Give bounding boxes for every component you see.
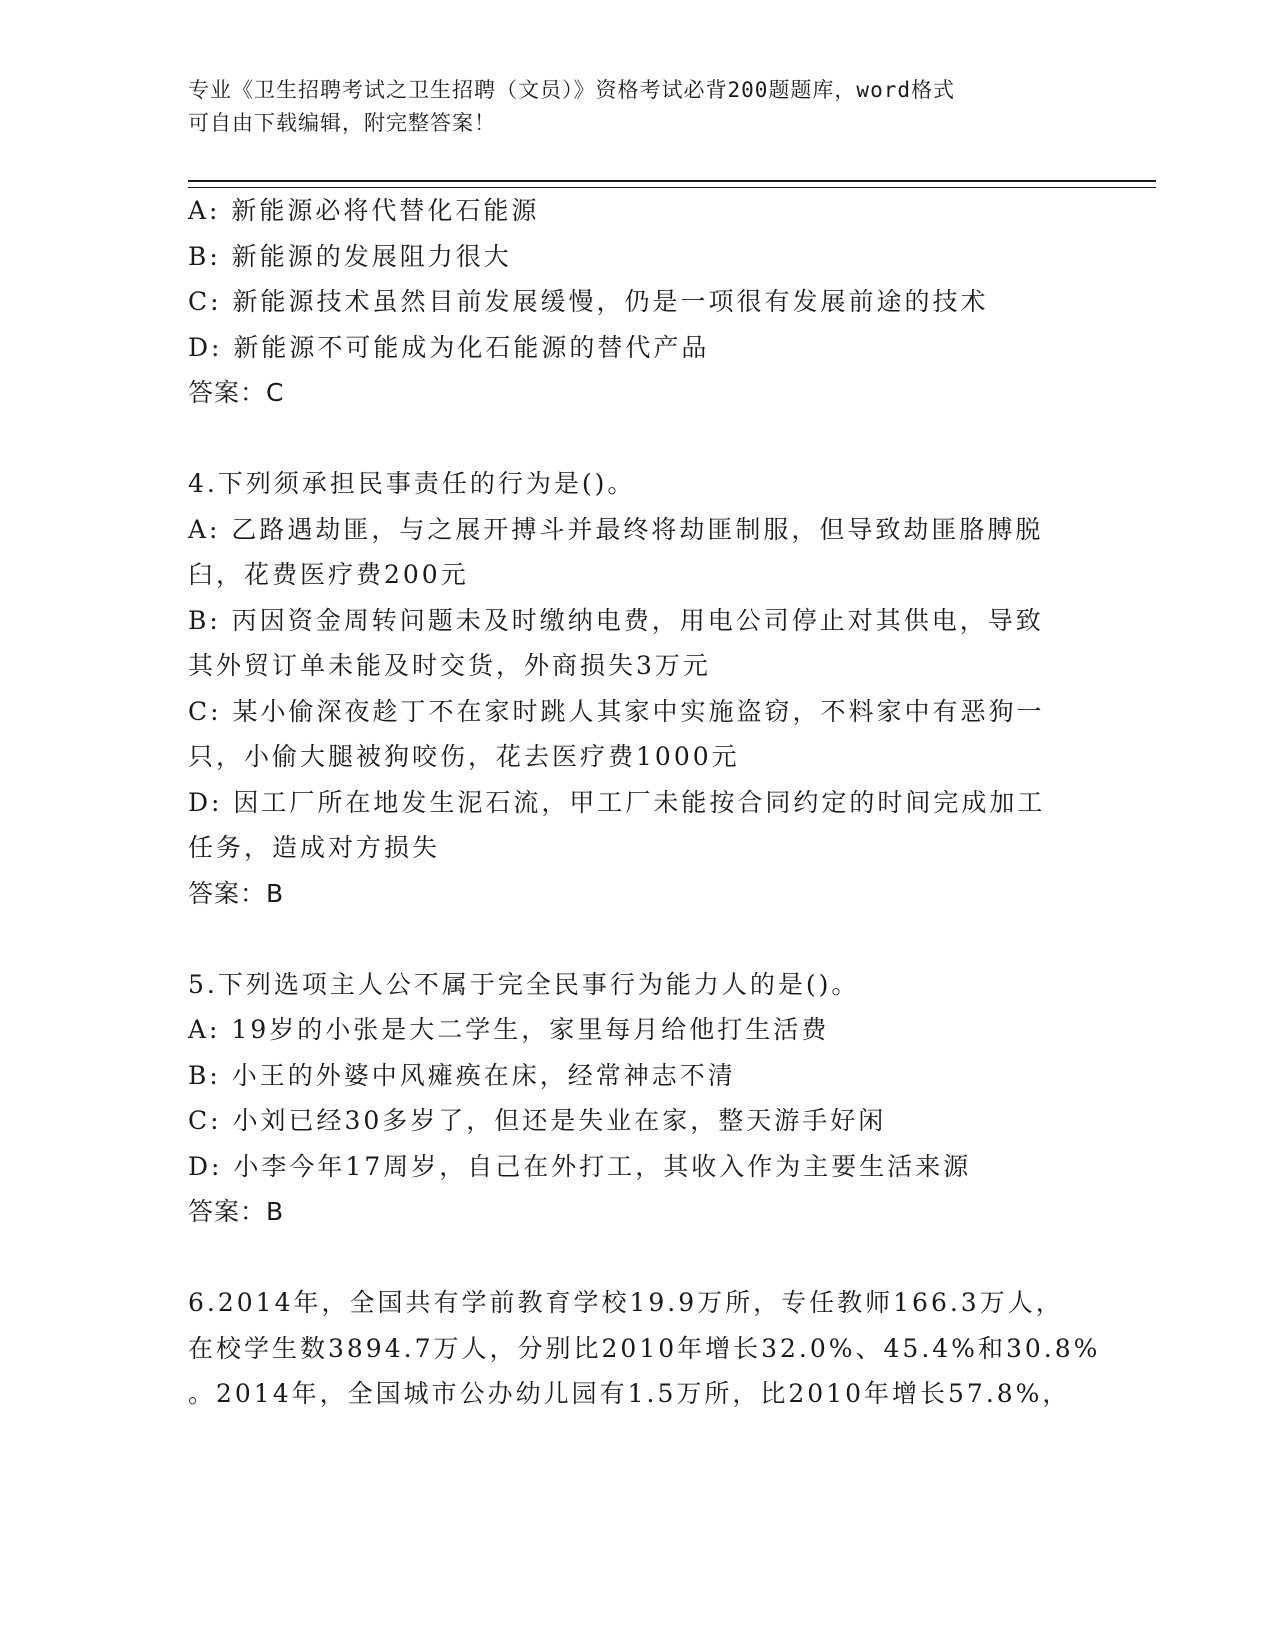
header-line-1: 专业《卫生招聘考试之卫生招聘（文员）》资格考试必背200题题库，word格式 bbox=[188, 78, 955, 102]
question-5-option-a: A: 19岁的小张是大二学生，家里每月给他打生活费 bbox=[188, 1015, 830, 1044]
question-4-stem: 4.下列须承担民事责任的行为是()。 bbox=[188, 469, 636, 498]
spacer bbox=[188, 416, 1088, 462]
question-5-option-b: B: 小王的外婆中风瘫痪在床，经常神志不清 bbox=[188, 1060, 736, 1090]
question-6-line: 6.2014年，全国共有学前教育学校19.9万所，专任教师166.3万人， bbox=[188, 1288, 1064, 1317]
question-4 bbox=[188, 461, 1088, 916]
spacer bbox=[188, 916, 1088, 962]
question-4-line: 任务，造成对方损失 bbox=[188, 833, 441, 862]
spacer bbox=[188, 1235, 1088, 1281]
question-5 bbox=[188, 962, 1088, 1235]
question-6-line: 在校学生数3894.7万人，分别比2010年增长32.0%、45.4%和30.8% bbox=[188, 1333, 1101, 1363]
document-body bbox=[188, 188, 1101, 1417]
question-5-option-c: C: 小刘已经30多岁了，但还是失业在家，整天游手好闲 bbox=[188, 1106, 887, 1135]
question-3-option-c: C: 新能源技术虽然目前发展缓慢，仍是一项很有发展前途的技术 bbox=[188, 287, 989, 316]
question-3-option-d: D: 新能源不可能成为化石能源的替代产品 bbox=[188, 332, 710, 362]
question-3-option-b: B: 新能源的发展阻力很大 bbox=[188, 241, 512, 271]
question-5-option-d: D: 小李今年17周岁，自己在外打工，其收入作为主要生活来源 bbox=[188, 1151, 972, 1181]
document-header bbox=[188, 74, 1088, 140]
question-4-line: 只，小偷大腿被狗咬伤，花去医疗费1000元 bbox=[188, 742, 740, 771]
question-4-line: D: 因工厂所在地发生泥石流，甲工厂未能按合同约定的时间完成加工 bbox=[188, 787, 1046, 817]
question-3-option-a: A: 新能源必将代替化石能源 bbox=[188, 196, 540, 225]
question-4-line: 其外贸订单未能及时交货，外商损失3万元 bbox=[188, 651, 711, 680]
question-4-answer: 答案：B bbox=[188, 878, 285, 908]
question-3 bbox=[188, 188, 1088, 416]
header-divider bbox=[188, 180, 1156, 188]
question-5-stem: 5.下列选项主人公不属于完全民事行为能力人的是()。 bbox=[188, 969, 860, 999]
question-4-line: C: 某小偷深夜趁丁不在家时跳人其家中实施盗窃，不料家中有恶狗一 bbox=[188, 696, 1045, 726]
question-3-answer: 答案：C bbox=[188, 378, 285, 407]
question-4-line: 臼，花费医疗费200元 bbox=[188, 560, 469, 589]
question-4-line: A: 乙路遇劫匪，与之展开搏斗并最终将劫匪制服，但导致劫匪胳膊脱 bbox=[188, 514, 1044, 544]
question-6-line: 。2014年，全国城市公办幼儿园有1.5万所，比2010年增长57.8%， bbox=[188, 1379, 1071, 1408]
question-4-line: B: 丙因资金周转问题未及时缴纳电费，用电公司停止对其供电，导致 bbox=[188, 605, 1044, 635]
header-line-2: 可自由下载编辑，附完整答案！ bbox=[188, 111, 496, 135]
question-5-answer: 答案：B bbox=[188, 1197, 285, 1226]
question-6 bbox=[188, 1280, 1101, 1417]
